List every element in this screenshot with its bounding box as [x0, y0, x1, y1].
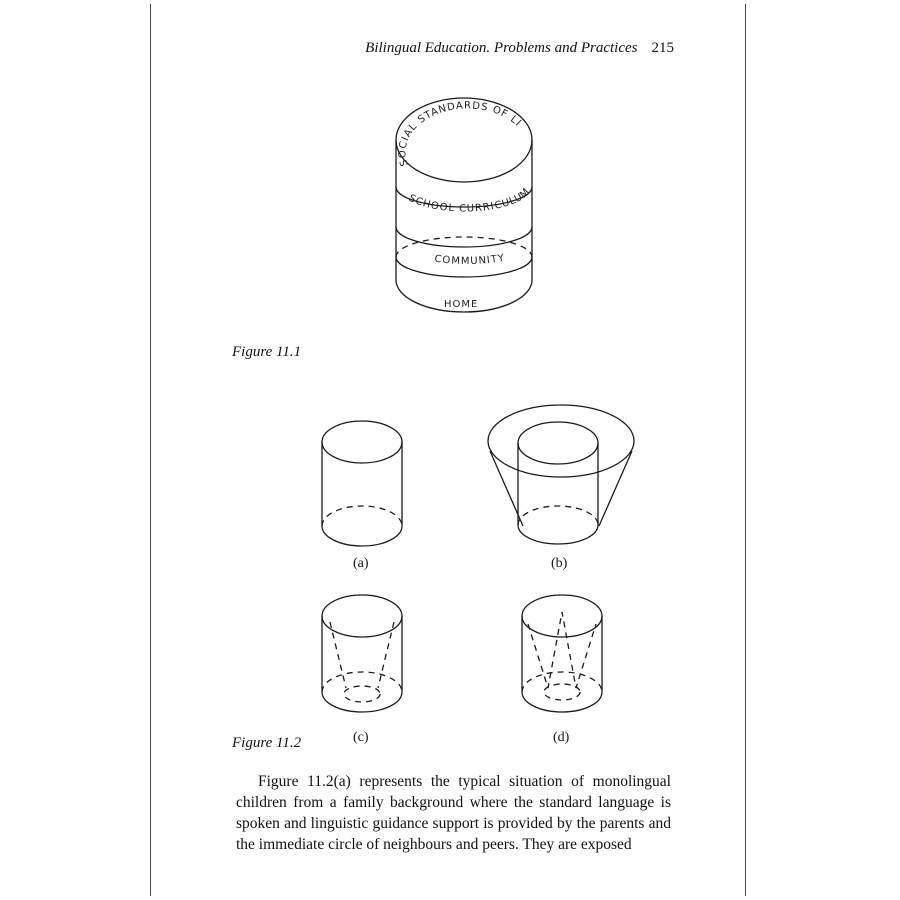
layer-label-top: SOCIAL STANDARDS OF LINGUISTIC COMPETENCE	[375, 77, 524, 168]
cylinder-a-top	[322, 421, 402, 463]
running-head	[365, 40, 674, 57]
page-number: 215	[651, 40, 674, 56]
figure-11-2d-diagram	[518, 592, 608, 727]
sub-label-a: (a)	[353, 556, 369, 571]
layer-label-home: HOME	[444, 299, 479, 310]
cylinder-c-bottom-front	[322, 692, 402, 712]
figure-11-2b-diagram	[486, 403, 636, 553]
inner-cone-c-base	[344, 686, 380, 702]
cylinder-c-bottom-back	[322, 672, 402, 692]
figure-11-2-caption: Figure 11.2	[232, 735, 302, 751]
layer-divider-community	[396, 227, 532, 247]
inner-cone-c-left	[330, 622, 346, 688]
sub-label-b: (b)	[551, 556, 568, 571]
cylinder-d-bottom-front	[522, 692, 602, 712]
cylinder-d-bottom-back	[522, 672, 602, 692]
layer-label-community: COMMUNITY	[433, 252, 507, 268]
cone-b-outer-rim	[488, 405, 634, 477]
layer-label-school: SCHOOL CURRICULUM	[406, 186, 533, 215]
cylinder-b-bottom-back	[518, 506, 598, 525]
cylinder-b-top	[518, 422, 598, 464]
figure-11-2c-diagram	[318, 592, 408, 727]
inner-cone-d-base	[544, 684, 580, 700]
cylinder-b-bottom-front	[518, 525, 598, 544]
cone-b-right-side	[599, 451, 632, 526]
cylinder-c-top	[322, 595, 402, 637]
figure-11-1-diagram	[375, 77, 550, 325]
cylinder-a-bottom-front	[322, 526, 402, 546]
body-paragraph: Figure 11.2(a) represents the typical situation of monolingual children from a family background where the standard language is spoken and linguistic guidance support is provided by the parents and the immediate circle of neighbours and peers. They are exposed	[236, 773, 671, 853]
figure-11-1-caption: Figure 11.1	[232, 344, 302, 360]
cylinder-a-bottom-back	[322, 506, 402, 526]
sub-label-d: (d)	[553, 730, 570, 745]
cylinder-d-top	[522, 595, 602, 637]
figure-11-2a-diagram	[318, 418, 408, 553]
sub-label-c: (c)	[353, 730, 369, 745]
running-title: Bilingual Education. Problems and Practices	[365, 40, 638, 56]
